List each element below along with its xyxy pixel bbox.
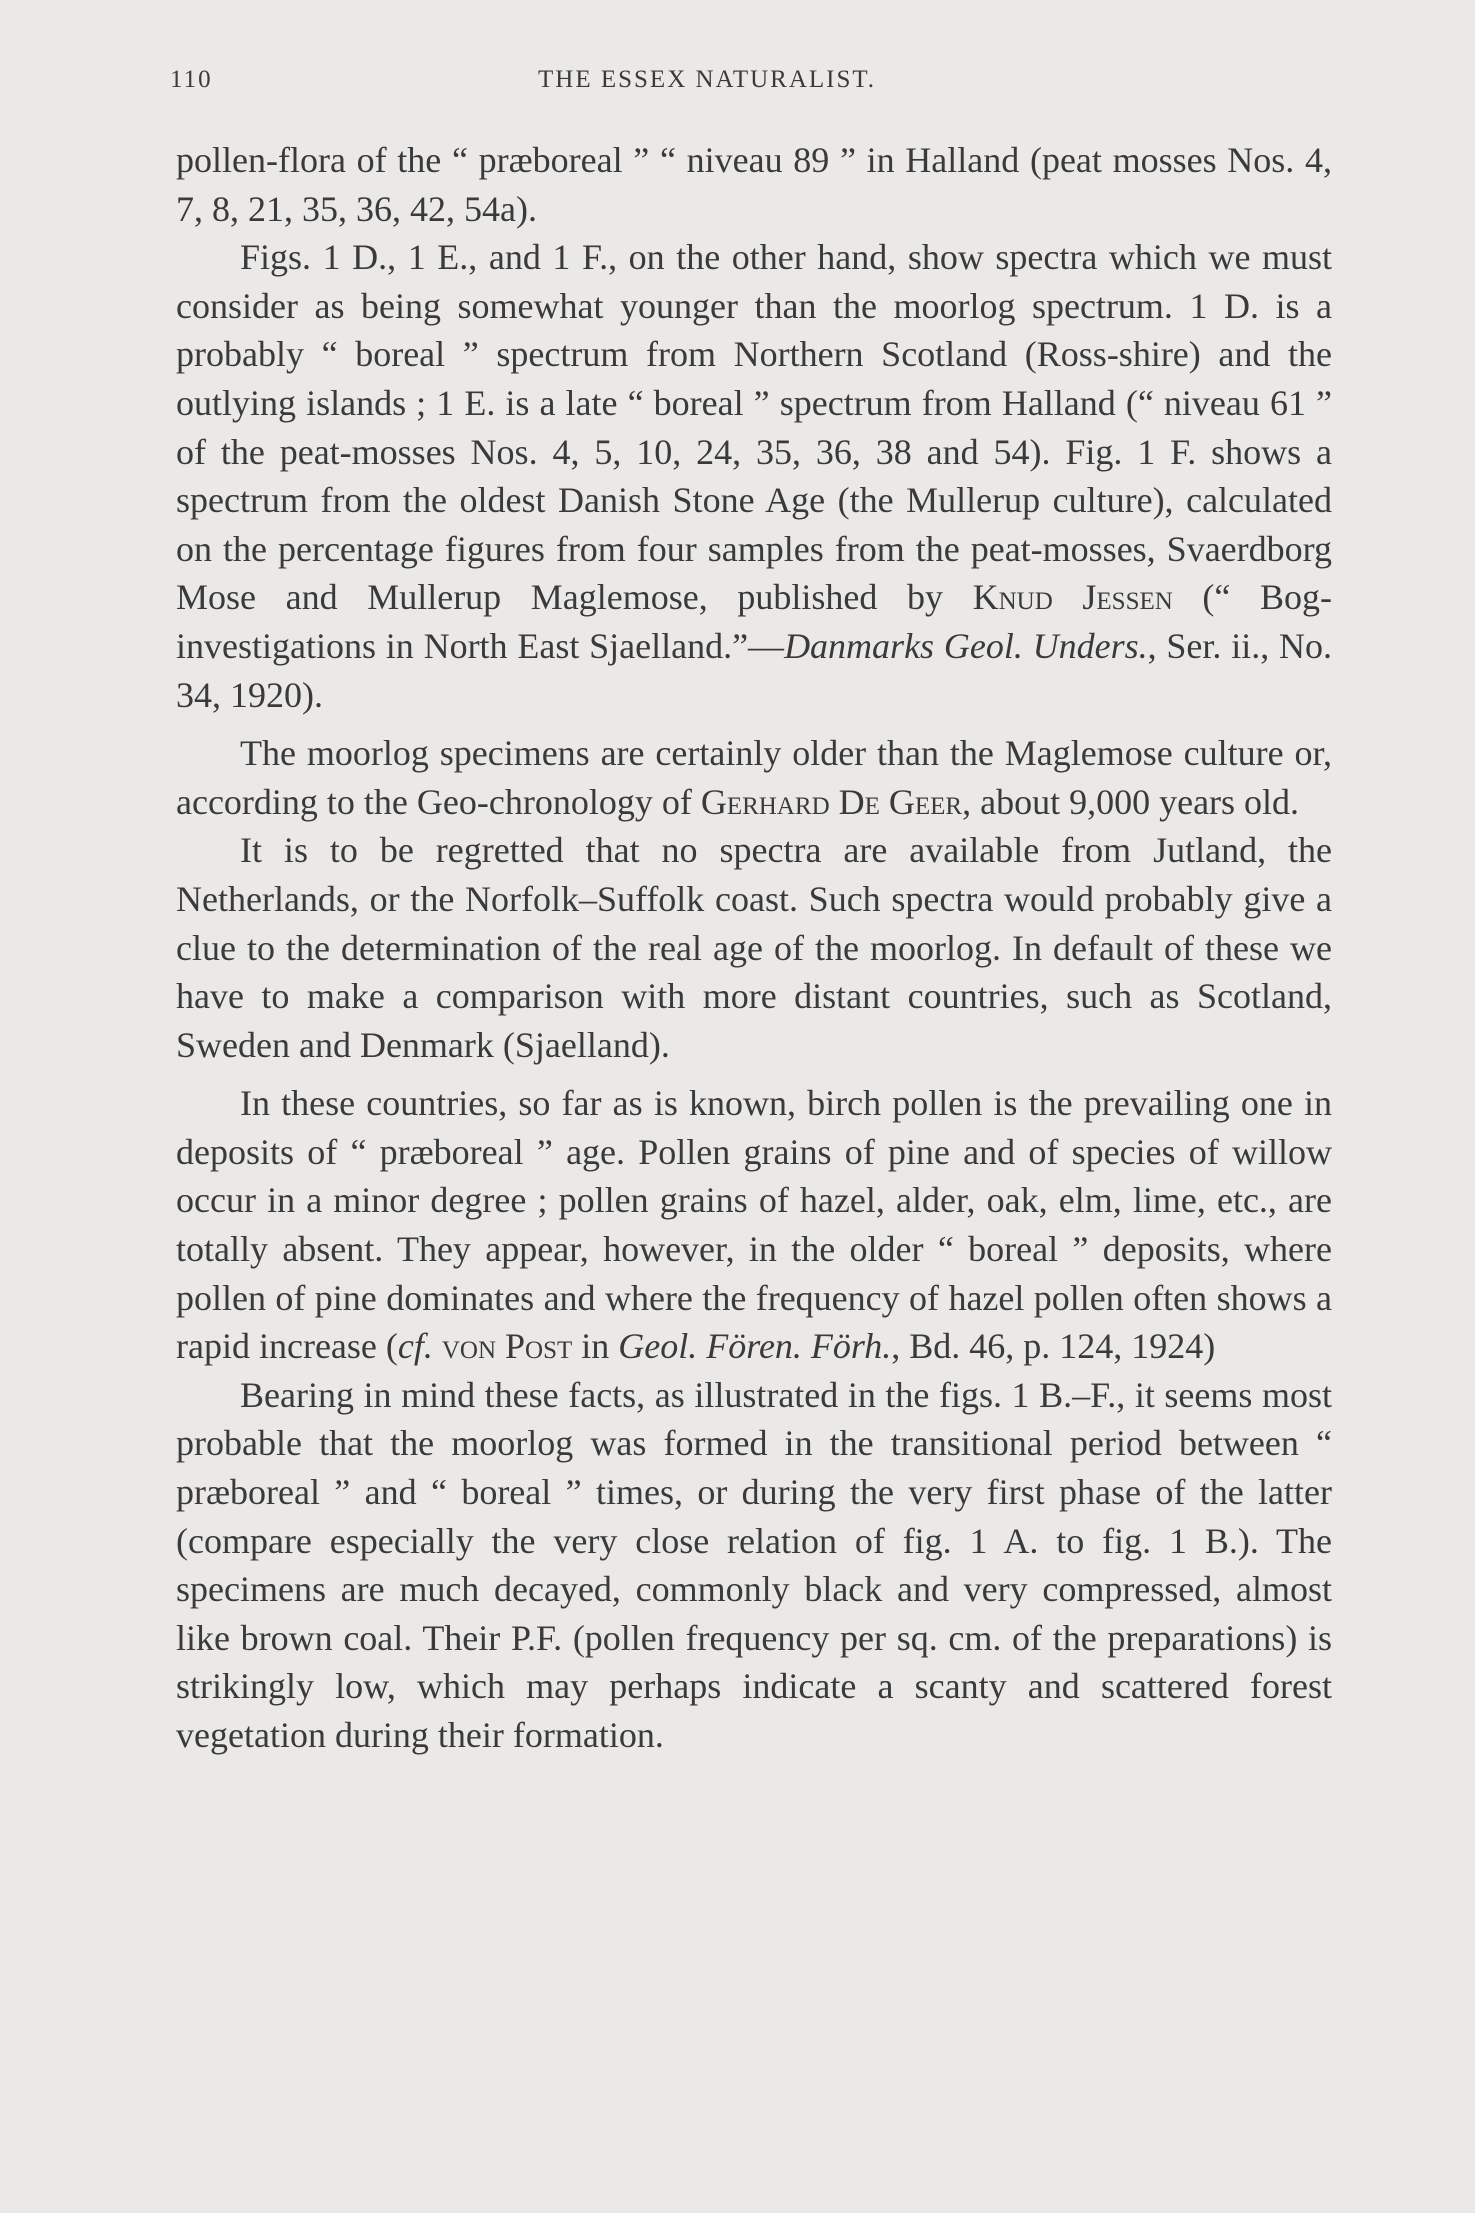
paragraph-3-text-a: The moorlog specimens are certainly older than the Maglemose culture or, according to the Geo-chronology of xyxy=(176,733,1332,822)
author-name: Knud Jessen xyxy=(972,577,1173,618)
paragraph-1: pollen-flora of the “ præboreal ” “ niveau 89 ” in Halland (peat mosses Nos. 4, 7, 8, 21, 35, 36, 42, 54a). xyxy=(176,140,1332,229)
cf-abbreviation: cf. xyxy=(397,1326,433,1367)
paragraph-4: It is to be regretted that no spectra are available from Jutland, the Netherlands, or the Norfolk–Suffolk coast. Such spectra would probably give a clue to the determination of the real age of the moorlog. In default of these we have to make a comparison with more distant countries, such as Scotland, Sweden and Denmark (Sjaelland). xyxy=(176,830,1332,1065)
running-title: THE ESSEX NATURALIST. xyxy=(538,66,877,93)
paragraph-5-text-c: , Bd. 46, p. 124, 1924) xyxy=(891,1326,1216,1367)
paragraph-2-text-c: , Ser. ii., No. 34, 1920). xyxy=(176,625,1332,715)
paragraph-2-text-b: (“ Bog-investigations in North East Sjaelland.”— xyxy=(176,577,1333,666)
page-header xyxy=(170,66,1330,106)
paragraph-6: Bearing in mind these facts, as illustrated in the figs. 1 B.–F., it seems most probable that the moorlog was formed in the transitional period between “ præboreal ” and “ boreal ” times, or during the very first phase of the latter (compare especially the very close relation of fig. 1 A. to fig. 1 B.). The specimens are much decayed, commonly black and very compressed, almost like brown coal. Their P.F. (pollen frequency per sq. cm. of the preparations) is strikingly low, which may perhaps indicate a scanty and scattered forest vegetation during their formation. xyxy=(176,1374,1332,1755)
journal-title: Geol. Fören. Förh. xyxy=(618,1326,892,1367)
body-text xyxy=(176,136,1332,1760)
paragraph-3 xyxy=(176,729,1332,826)
paragraph-5-text-a: In these countries, so far as is known, birch pollen is the prevailing one in deposits of “ præboreal ” age. Pollen grains of pine and of species of willow occur in a minor degree ; pollen grains of hazel, alder, oak, elm, lime, etc., are totally absent. They appear, however, in the older “ boreal ” deposits, where pollen of pine dominates and where the frequency of hazel pollen often shows a rapid increase ( xyxy=(176,1083,1332,1367)
journal-title: Danmarks Geol. Unders. xyxy=(784,625,1148,666)
page-number: 110 xyxy=(170,66,213,93)
paragraph-5-text-b: in xyxy=(572,1326,619,1367)
paragraph-2-text-a: Figs. 1 D., 1 E., and 1 F., on the other hand, show spectra which we must consider as being somewhat younger than the moorlog spectrum. 1 D. is a probably “ boreal ” spectrum from Northern Scotland (Ross-shire) and the outlying islands ; 1 E. is a late “ boreal ” spectrum from Halland (“ niveau 61 ” of the peat-mosses Nos. 4, 5, 10, 24, 35, 36, 38 and 54). Fig. 1 F. shows a spectrum from the oldest Danish Stone Age (the Mullerup culture), calculated on the percentage figures from four samples from the peat-mosses, Svaerdborg Mose and Mullerup Maglemose, published by xyxy=(176,237,1332,618)
author-name: Gerhard De Geer xyxy=(700,781,963,822)
author-name: von Post xyxy=(441,1326,573,1367)
paragraph-3-text-b: , about 9,000 years old. xyxy=(962,781,1300,822)
paragraph-2 xyxy=(176,233,1332,719)
paragraph-5 xyxy=(176,1079,1332,1371)
